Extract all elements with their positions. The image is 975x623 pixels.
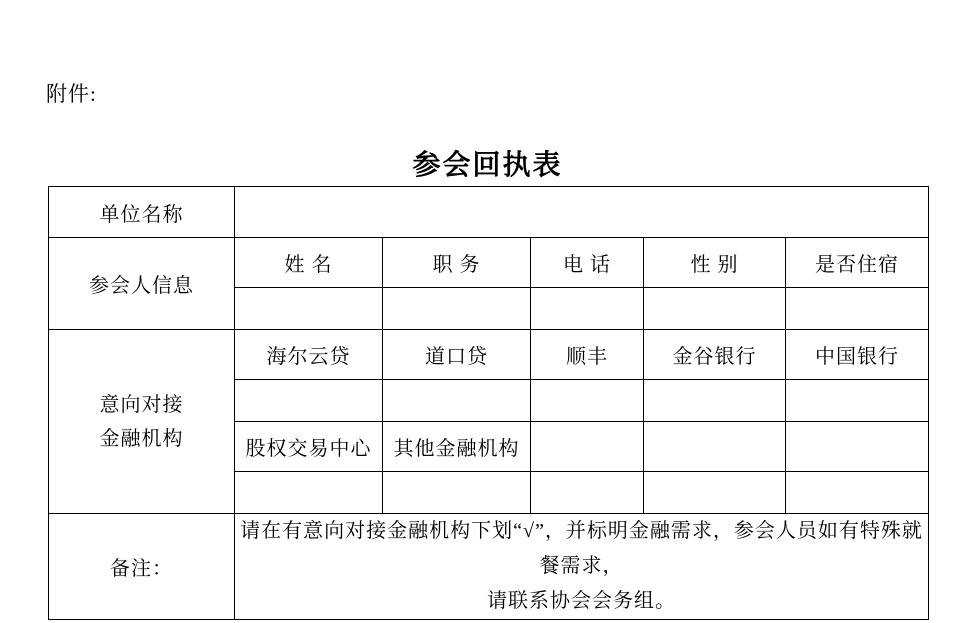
institution-row2-blank-5[interactable] (786, 422, 929, 472)
institution-row2-blank-4[interactable] (644, 422, 786, 472)
attendee-header-gender: 性 别 (644, 238, 786, 288)
attendee-value-phone[interactable] (531, 288, 644, 330)
unit-name-label: 单位名称 (49, 187, 235, 238)
attendee-value-title[interactable] (383, 288, 531, 330)
unit-name-value-cell[interactable] (235, 187, 929, 238)
institution-shunfeng: 顺丰 (531, 330, 644, 380)
attendee-header-lodging: 是否住宿 (786, 238, 929, 288)
table-row-institutions-1 (49, 330, 929, 380)
institution-label-line2: 金融机构 (99, 427, 184, 450)
remark-label: 备注： (49, 514, 235, 620)
institution-daokoudai: 道口贷 (383, 330, 531, 380)
institution-other: 其他金融机构 (383, 422, 531, 472)
institution-value-bank-of-china[interactable] (786, 380, 929, 422)
institution-value-jingu-bank[interactable] (644, 380, 786, 422)
remark-text-line2: 请联系协会会务组。 (487, 590, 676, 612)
institution-value-shunfeng[interactable] (531, 380, 644, 422)
institution-value-row2-3[interactable] (531, 472, 644, 514)
attendee-header-title: 职 务 (383, 238, 531, 288)
table-row-unit-name (49, 187, 929, 238)
attendee-value-gender[interactable] (644, 288, 786, 330)
table-row-remark (49, 514, 929, 620)
attendee-value-lodging[interactable] (786, 288, 929, 330)
remark-text-line1: 请在有意向对接金融机构下划“√”，并标明金融需求，参会人员如有特殊就餐需求， (240, 520, 923, 577)
institution-value-daokoudai[interactable] (383, 380, 531, 422)
attendee-value-name[interactable] (235, 288, 383, 330)
institution-value-row2-4[interactable] (644, 472, 786, 514)
institution-bank-of-china: 中国银行 (786, 330, 929, 380)
attendee-header-phone: 电 话 (531, 238, 644, 288)
attendee-info-label: 参会人信息 (49, 238, 235, 330)
institution-value-other[interactable] (383, 472, 531, 514)
institution-value-equity-exchange[interactable] (235, 472, 383, 514)
institution-row2-blank-3[interactable] (531, 422, 644, 472)
attendee-header-name: 姓 名 (235, 238, 383, 288)
institution-equity-exchange: 股权交易中心 (235, 422, 383, 472)
attachment-label: 附件: (46, 82, 97, 106)
institution-value-row2-5[interactable] (786, 472, 929, 514)
remark-text (235, 514, 929, 620)
institution-value-haier-yundai[interactable] (235, 380, 383, 422)
page-title: 参会回执表 (412, 150, 563, 181)
institution-label (49, 330, 235, 514)
institution-label-line1: 意向对接 (99, 393, 184, 416)
institution-jingu-bank: 金谷银行 (644, 330, 786, 380)
institution-haier-yundai: 海尔云贷 (235, 330, 383, 380)
table-row-attendee-headers (49, 238, 929, 288)
receipt-table (48, 186, 929, 620)
